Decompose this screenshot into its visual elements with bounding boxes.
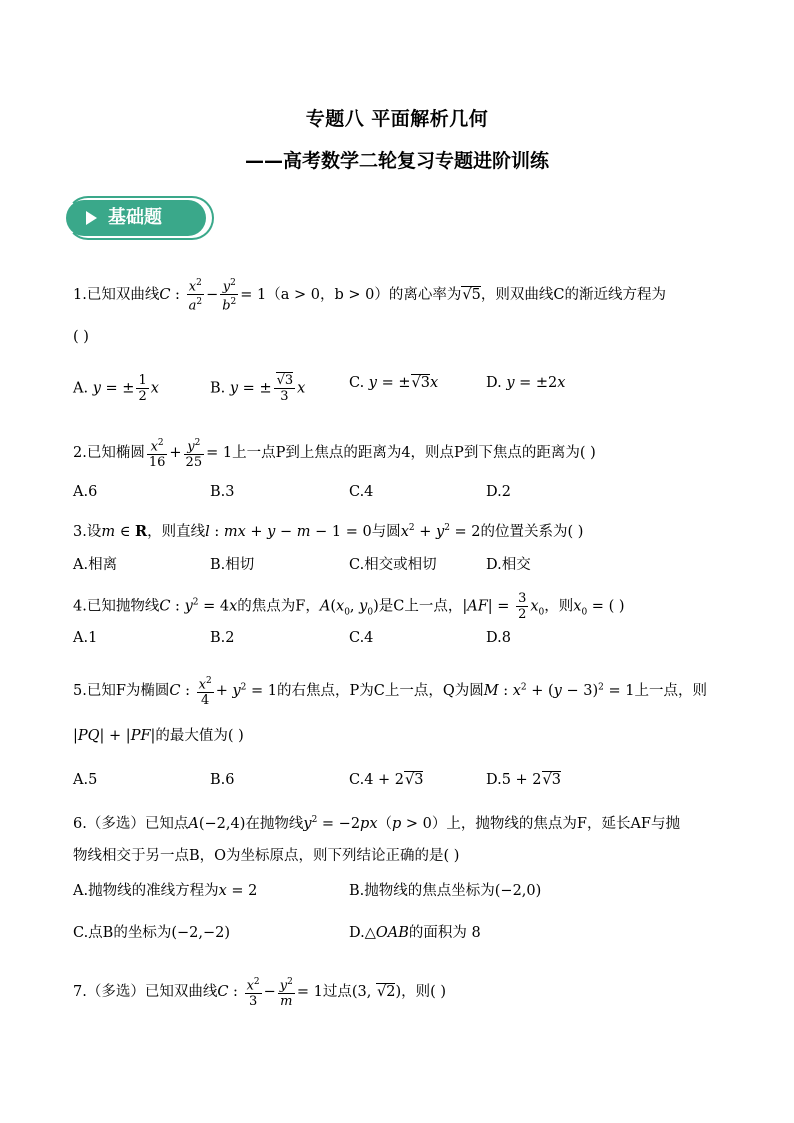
- section-label: 基础题: [108, 207, 162, 228]
- q1-suffix: ，则双曲线C的渐近线方程为: [480, 286, 666, 303]
- q1-option-a-label: A.: [73, 380, 89, 397]
- q1-option-d: D. y = ±2x: [486, 375, 566, 391]
- q4-option-a: A.1: [73, 630, 98, 646]
- q1-option-c: C. y = ±√3x: [349, 375, 439, 391]
- q6-mid2: 上，抛物线的焦点为F，延长AF与抛: [446, 815, 680, 832]
- question-5: 5.已知F为椭圆C : $\frac{x^2}{4}$ + $y^2 = 1$的右焦点，P为C上一点，Q为圆M : $x^2 + (y - 3)^2 = 1$上一点，则: [73, 676, 707, 709]
- q3-option-c: C.相交或相切: [349, 557, 437, 573]
- question-4: 4.已知抛物线C : $y^2 = 4x$的焦点为F，$A(x_0$, $y_0$)是C上一点，|AF| = $\frac{3}{2}$ $x_0$，则$x_0$ = ( ): [73, 591, 625, 622]
- q6-option-d-label: D.: [349, 925, 365, 941]
- q5-option-d-label: D.: [486, 772, 502, 788]
- play-icon: [86, 211, 97, 225]
- question-5-line2: |PQ| + |PF|的最大值为( ): [73, 728, 244, 744]
- question-3: 3.设m ∈ R，则直线l : mx + y − m − 1 = 0与圆$x^2 + y^2 = 2$的位置关系为( ): [73, 522, 584, 540]
- question-6-line2: 物线相交于另一点B，O为坐标原点，则下列结论正确的是( ): [73, 848, 460, 864]
- q3-suffix: 的位置关系为( ): [480, 523, 584, 540]
- q5-suffix: 上一点，则: [634, 683, 707, 700]
- q3-option-a: A.相离: [73, 557, 118, 573]
- q1-blank: ( ): [73, 329, 89, 345]
- q6-option-d: D.△OAB的面积为 8: [349, 925, 481, 941]
- q2-option-c: C.4: [349, 484, 374, 500]
- q6-option-a-label: A.抛物线的准线方程为: [73, 883, 219, 899]
- q7-suffix: ，则( ): [401, 984, 447, 1001]
- q2-option-a: A.6: [73, 484, 98, 500]
- q5-option-b: B.6: [210, 772, 235, 788]
- question-2: 2.已知椭圆 $\frac{x^2}{16}$ + $\frac{y^2}{25}$ = 1上一点P到上焦点的距离为4，则点P到下焦点的距离为( ): [73, 438, 596, 471]
- page-title: 专题八 平面解析几何: [305, 108, 489, 130]
- question-7: 7.（多选）已知双曲线C : $\frac{x^2}{3}$ − $\frac{y^2}{m}$ = 1过点(3, √2)，则( ): [73, 977, 447, 1010]
- question-1: 1.已知双曲线C : $\frac{x^2}{a^2}$ − $\frac{y^2}{b^2}$ = 1（a > 0，b > 0）的离心率为√5，则双曲线C的渐近线方程为: [73, 278, 666, 314]
- q1-option-a: A. y = ± $\frac{1}{2}$ x: [73, 373, 159, 404]
- q1-mid: （a > 0，b > 0）的离心率为: [266, 286, 462, 303]
- question-6: 6.（多选）已知点A(−2,4)在抛物线$y^2 = -2px(p > 0)$上，抛物线的焦点为F，延长AF与抛: [73, 815, 680, 832]
- q6-text: 6.（多选）已知点: [73, 815, 189, 832]
- q6-mid: 在抛物线: [245, 815, 304, 832]
- q6-option-c: C.点B的坐标为(−2,−2): [73, 925, 231, 941]
- q4-option-d: D.8: [486, 630, 511, 646]
- q4-mid: 的焦点为F，: [237, 598, 320, 615]
- q4-suffix: ，则: [544, 598, 574, 615]
- q6-option-a: A.抛物线的准线方程为x = 2: [73, 883, 258, 899]
- q2-text: 2.已知椭圆: [73, 445, 145, 462]
- section-badge: [66, 196, 216, 242]
- q1-option-d-label: D.: [486, 375, 502, 391]
- q5-option-c-label: C.: [349, 772, 365, 788]
- q5-text: 5.已知F为椭圆: [73, 683, 170, 700]
- q5-mid: 的右焦点，P为C上一点，Q为圆: [277, 683, 484, 700]
- badge-fill: [66, 200, 206, 236]
- page-subtitle: ——高考数学二轮复习专题进阶训练: [244, 150, 549, 172]
- q4-option-c: C.4: [349, 630, 374, 646]
- q3-text: 3.设: [73, 523, 102, 540]
- q4-option-b: B.2: [210, 630, 235, 646]
- q6-option-d-tail: 的面积为 8: [408, 925, 481, 941]
- q4-mid2: 是C上一点，: [378, 598, 463, 615]
- q7-text: 7.（多选）已知双曲线: [73, 984, 218, 1001]
- q1-option-b-label: B.: [210, 380, 226, 397]
- q5-option-c: C.4 + 2√3: [349, 772, 424, 788]
- q3-mid2: 与圆: [371, 523, 401, 540]
- q2-option-b: B.3: [210, 484, 235, 500]
- q3-mid1: ，则直线: [147, 523, 206, 540]
- q6-option-b: B.抛物线的焦点坐标为(−2,0): [349, 883, 542, 899]
- q5-option-a: A.5: [73, 772, 98, 788]
- q1-option-b: B. y = ± $\frac{√3}{3}$ x: [210, 373, 306, 404]
- q7-mid: 过点: [322, 984, 352, 1001]
- q1-text: 1.已知双曲线: [73, 286, 160, 303]
- q1-option-c-label: C.: [349, 375, 365, 391]
- q4-tail: ( ): [608, 598, 625, 615]
- q5-line2: 的最大值为( ): [155, 728, 244, 744]
- q3-option-b: B.相切: [210, 557, 255, 573]
- q4-text: 4.已知抛物线: [73, 598, 160, 615]
- q5-option-d: D.5 + 2√3: [486, 772, 562, 788]
- q3-option-d: D.相交: [486, 557, 531, 573]
- q6-option-b-label: B.抛物线的焦点坐标为: [349, 883, 495, 899]
- q6-option-c-label: C.点B的坐标为: [73, 925, 172, 941]
- q2-suffix: 上一点P到上焦点的距离为4，则点P到下焦点的距离为( ): [232, 445, 596, 462]
- q2-option-d: D.2: [486, 484, 511, 500]
